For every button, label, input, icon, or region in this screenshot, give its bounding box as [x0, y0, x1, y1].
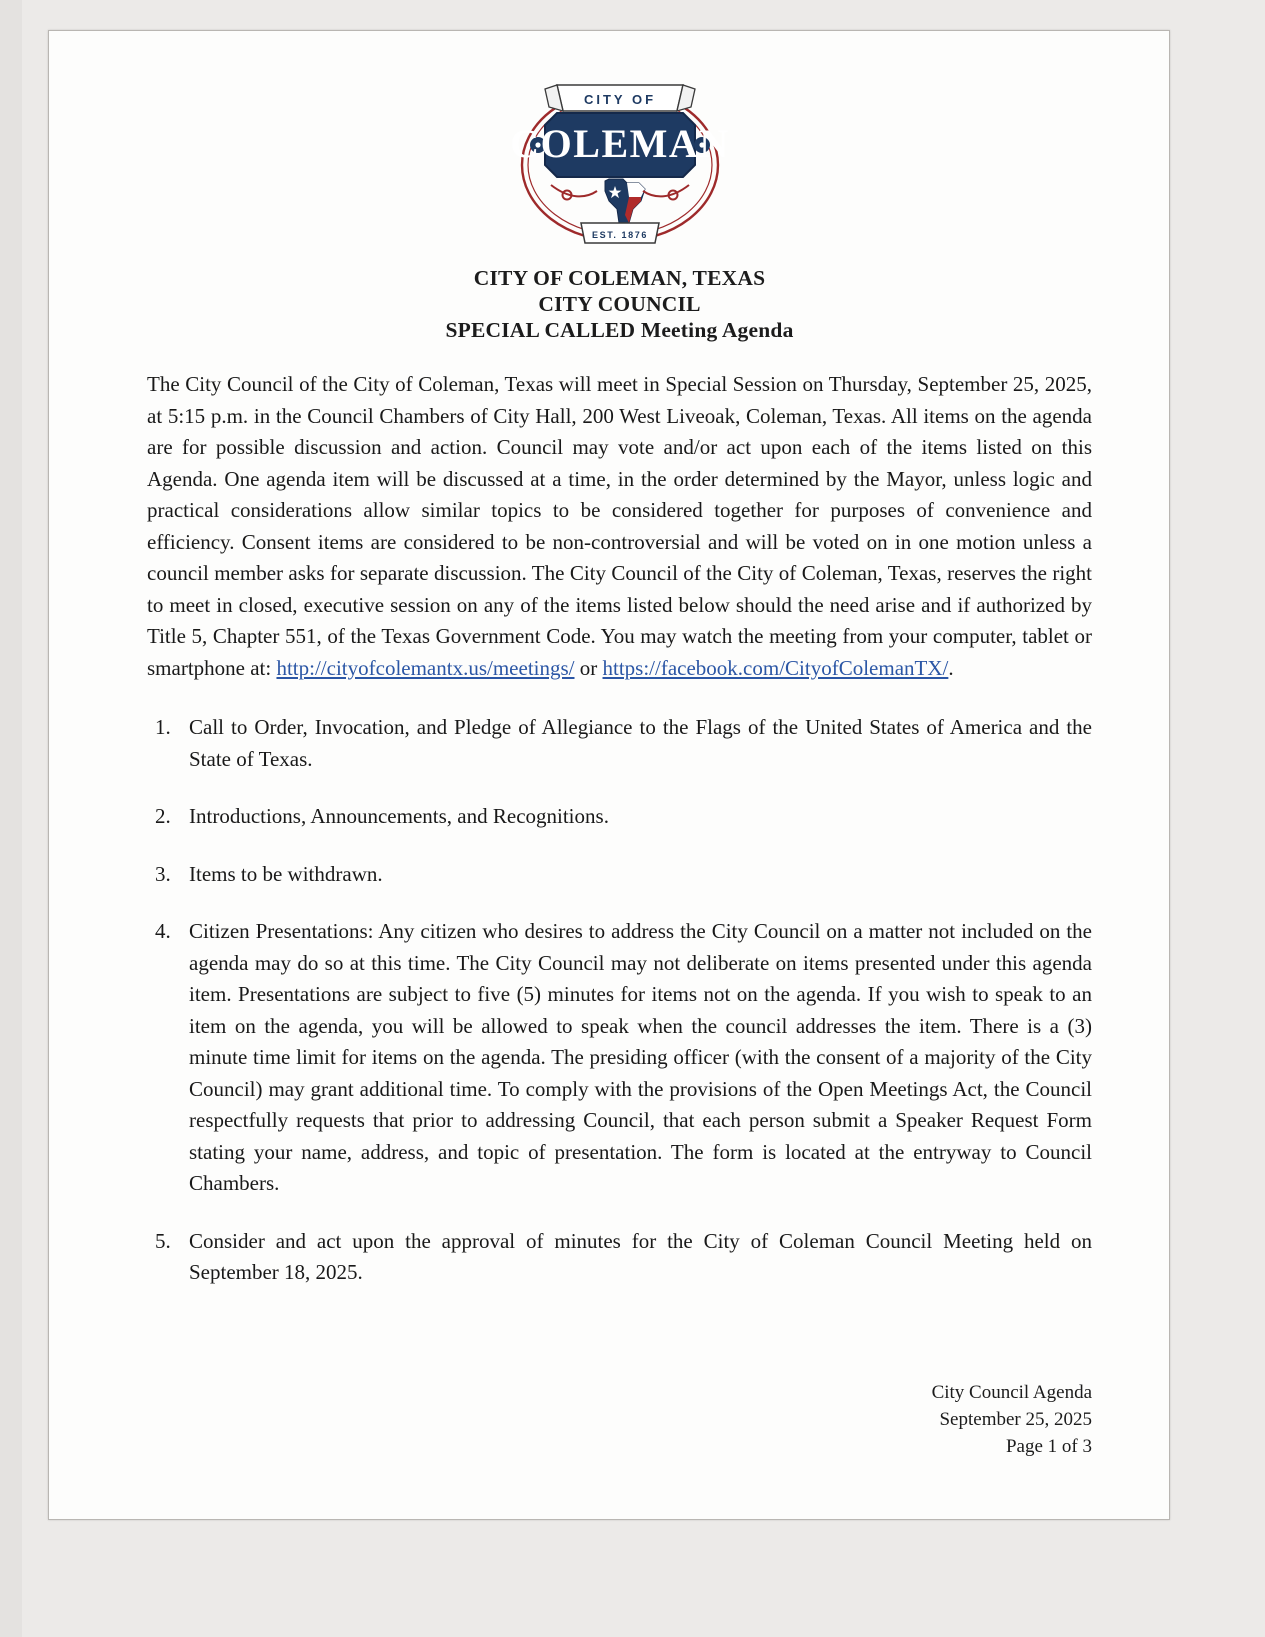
agenda-item-1-text: Call to Order, Invocation, and Pledge of Allegiance to the Flags of the United States of America and the State of Texas. [189, 715, 1092, 771]
agenda-item-5 [147, 1226, 1092, 1289]
agenda-item-2-text: Introductions, Announcements, and Recognitions. [189, 804, 609, 828]
agenda-item-1 [147, 712, 1092, 775]
footer-date: September 25, 2025 [939, 1409, 1092, 1430]
meetings-link[interactable]: http://cityofcolemantx.us/meetings/ [276, 655, 575, 680]
facebook-link[interactable]: https://facebook.com/CityofColemanTX/ [602, 655, 949, 680]
footer-document-name: City Council Agenda [931, 1382, 1092, 1403]
logo-established-text: EST. 1876 [591, 230, 648, 240]
svg-text:CITY OF: CITY OF [583, 92, 656, 107]
title-line-city: CITY OF COLEMAN, TEXAS [473, 266, 766, 290]
intro-text-part3: . [948, 655, 954, 680]
svg-text:COLEMAN: COLEMAN [509, 121, 730, 166]
agenda-item-4-text: Citizen Presentations: Any citizen who desires to address the City Council on a matter not included on the agenda may do so at this time. The City Council may not deliberate on items presented under this agenda item. Presentations are subject to five (5) minutes for items not on the agenda. If you wish to speak to an item on the agenda, you will be allowed to speak when the council addresses the item. There is a (3) minute time limit for items on the agenda. The presiding officer (with the consent of a majority of the City Council) may grant additional time. To comply with the provisions of the Open Meetings Act, the Council respectfully requests that prior to addressing Council, that each person submit a Speaker Request Form stating your name, address, and topic of presentation. The form is located at the entryway to Council Chambers. [189, 919, 1092, 1195]
title-line-council: CITY COUNCIL [538, 292, 701, 316]
intro-paragraph [147, 369, 1092, 684]
agenda-item-5-text: Consider and act upon the approval of minutes for the City of Coleman Council Meeting held on September 18, 2025. [189, 1228, 1092, 1284]
agenda-item-4 [147, 916, 1092, 1200]
agenda-item-3 [147, 859, 1092, 891]
agenda-item-3-text: Items to be withdrawn. [189, 861, 383, 886]
city-of-coleman-seal-icon [505, 73, 735, 251]
title-line-meeting: SPECIAL CALLED Meeting Agenda [445, 318, 794, 342]
page-title [147, 265, 1092, 343]
document-sheet [48, 30, 1170, 1520]
city-seal-logo [147, 73, 1092, 251]
agenda-item-2 [147, 801, 1092, 833]
intro-text-part1: The City Council of the City of Coleman, Texas will meet in Special Session on Thursday, September 25, 2025, at 5:15 p.m. in the Council Chambers of City Hall, 200 West Liveoak, Coleman, Texas. All items on the agenda are for possible discussion and action. Council may vote and/or act upon each of the items listed on this Agenda. One agenda item will be discussed at a time, in the order determined by the Mayor, unless logic and practical considerations allow similar topics to be considered together for purposes of convenience and efficiency. Consent items are considered to be non-controversial and will be voted on in one motion unless a council member asks for separate discussion. The City Council of the City of Coleman, Texas, reserves the right to meet in closed, executive session on any of the items listed below should the need arise and if authorized by Title 5, Chapter 551, of the Texas Government Code. You may watch the meeting from your computer, tablet or smartphone at: [147, 372, 1092, 680]
intro-text-part2: or [574, 655, 603, 680]
document-content-area [147, 69, 1092, 1457]
agenda-item-list [147, 712, 1092, 1289]
page-footer [147, 1379, 1092, 1460]
footer-page-number: Page 1 of 3 [1005, 1436, 1092, 1457]
